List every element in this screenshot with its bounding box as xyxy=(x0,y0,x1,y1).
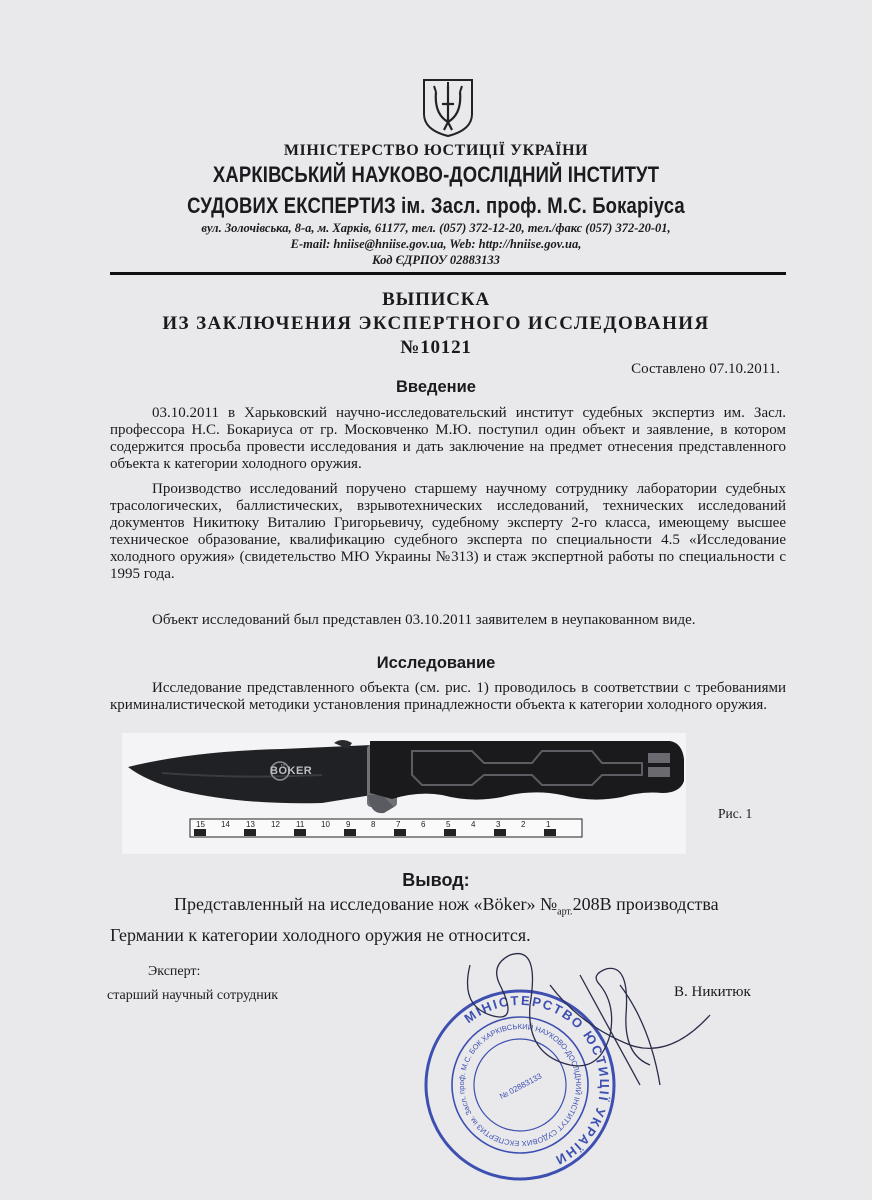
ruler-block xyxy=(369,829,381,836)
ruler-block xyxy=(194,829,206,836)
ruler-number: 13 xyxy=(246,820,255,829)
ruler-block xyxy=(544,829,556,836)
ruler-number: 2 xyxy=(521,820,526,829)
ruler-block xyxy=(319,829,331,836)
ruler-number: 12 xyxy=(271,820,280,829)
document-title-line1: ВЫПИСКА xyxy=(382,289,490,310)
trident-emblem-icon xyxy=(414,74,482,138)
expert-label: Эксперт: xyxy=(148,964,201,979)
ruler-block xyxy=(244,829,256,836)
figure-caption: Рис. 1 xyxy=(718,806,753,821)
ministry-name: МІНІСТЕРСТВО ЮСТИЦІЇ УКРАЇНИ xyxy=(283,142,589,159)
ruler-block xyxy=(219,829,231,836)
expert-position: старший научный сотрудник xyxy=(107,988,279,1003)
conclusion-text-part1: Представленный на исследование нож «Böker» № xyxy=(174,894,558,914)
conclusion-text xyxy=(110,893,786,946)
ruler-block xyxy=(419,829,431,836)
introduction-paragraph-3: Объект исследований был представлен 03.10.2011 заявителем в неупакованном виде. xyxy=(152,612,696,628)
ruler-number: 11 xyxy=(296,820,305,829)
institute-name-line1: ХАРКІВСЬКИЙ НАУКОВО-ДОСЛІДНИЙ ІНСТИТУТ xyxy=(212,162,660,187)
ruler-block xyxy=(469,829,481,836)
ruler-block xyxy=(519,829,531,836)
section-heading-conclusion: Вывод: xyxy=(402,870,470,890)
ruler-block xyxy=(494,829,506,836)
composed-date: Составлено 07.10.2011. xyxy=(631,361,780,377)
knife-handle xyxy=(370,741,684,800)
section-heading-introduction: Введение xyxy=(396,378,476,396)
conclusion-subscript: арт. xyxy=(557,906,573,918)
document-title-line2: ИЗ ЗАКЛЮЧЕНИЯ ЭКСПЕРТНОГО ИССЛЕДОВАНИЯ xyxy=(162,313,710,334)
institute-name-line2: СУДОВИХ ЕКСПЕРТИЗ ім. Засл. проф. М.С. Бокаріуса xyxy=(187,193,685,218)
ruler-number: 4 xyxy=(471,820,476,829)
ruler-number: 7 xyxy=(396,820,401,829)
expert-name: В. Никитюк xyxy=(674,984,751,1000)
ruler-number: 5 xyxy=(446,820,451,829)
ruler-number: 9 xyxy=(346,820,351,829)
svg-text:ХАРКІВСЬКИЙ НАУКОВО-ДОСЛІДНИЙ: ХАРКІВСЬКИЙ НАУКОВО-ДОСЛІДНИЙ ІНСТИТУТ СУДОВИХ ЕКСПЕРТИЗ ім. Засл. проф. М.С. БОКАРІУСА xyxy=(456,1021,584,1149)
ruler-number: 6 xyxy=(421,820,426,829)
ruler-block xyxy=(344,829,356,836)
address-line3: Код ЄДРПОУ 02883133 xyxy=(372,253,500,267)
ruler-number: 14 xyxy=(221,820,230,829)
research-paragraph: Исследование представленного объекта (см. рис. 1) проводилось в соответствии с требованиями криминалистической методики установления принадлежности объекта к категории холодного оружия. xyxy=(110,680,786,713)
conclusion-text-part2: 208В производства Германии к категории холодного оружия не относится. xyxy=(110,894,719,945)
ruler-number: 15 xyxy=(196,820,205,829)
address-line1: вул. Золочівська, 8-а, м. Харків, 61177, тел. (057) 372-12-20, тел./факс (057) 372-20-01, xyxy=(201,221,671,235)
introduction-paragraph-2: Производство исследований поручено старшему научному сотруднику лаборатории судебных трасологических, баллистических, взрывотехнических исследований, технических исследований документов Никитюку Виталию Григорьевичу, судебному эксперту 2-го класса, имеющему высшее техническое образование, квалификацию судебного эксперта по специальности 4.5 «Исследование холодного оружия» (свидетельство МЮ Украины №313) и стаж экспертной работы по специальности с 1995 года. xyxy=(110,481,786,582)
section-heading-research: Исследование xyxy=(376,654,496,672)
knife-photo xyxy=(122,733,686,854)
ruler-number: 3 xyxy=(496,820,501,829)
letterhead-divider xyxy=(110,272,786,275)
svg-text:№ 02883133: № 02883133 xyxy=(498,1071,544,1102)
address-line2: E-mail: hniise@hniise.gov.ua, Web: http://hniise.gov.ua, xyxy=(290,237,582,251)
document-number: №10121 xyxy=(400,337,472,358)
ruler-number: 8 xyxy=(371,820,376,829)
svg-text:МІНІСТЕРСТВО ЮСТИЦІЇ УКРАЇНИ: МІНІСТЕРСТВО ЮСТИЦІЇ УКРАЇНИ xyxy=(461,992,613,1169)
introduction-paragraph-1: 03.10.2011 в Харьковский научно-исследовательский институт судебных экспертиз им. Засл. профессора Н.С. Бокариуса от гр. Московченко М.Ю. поступил один объект и заявление, в котором содержится просьба провести исследования и дать заключение на предмет отнесения представленного объекта к категории холодного оружия. xyxy=(110,405,786,472)
ruler-block xyxy=(394,829,406,836)
ruler-block xyxy=(294,829,306,836)
ruler-number: 1 xyxy=(546,820,551,829)
ruler-block xyxy=(269,829,281,836)
knife-brand-label: BÖKER xyxy=(270,765,313,777)
ruler-block xyxy=(444,829,456,836)
handwritten-signature xyxy=(430,945,720,1095)
ruler-number: 10 xyxy=(321,820,330,829)
